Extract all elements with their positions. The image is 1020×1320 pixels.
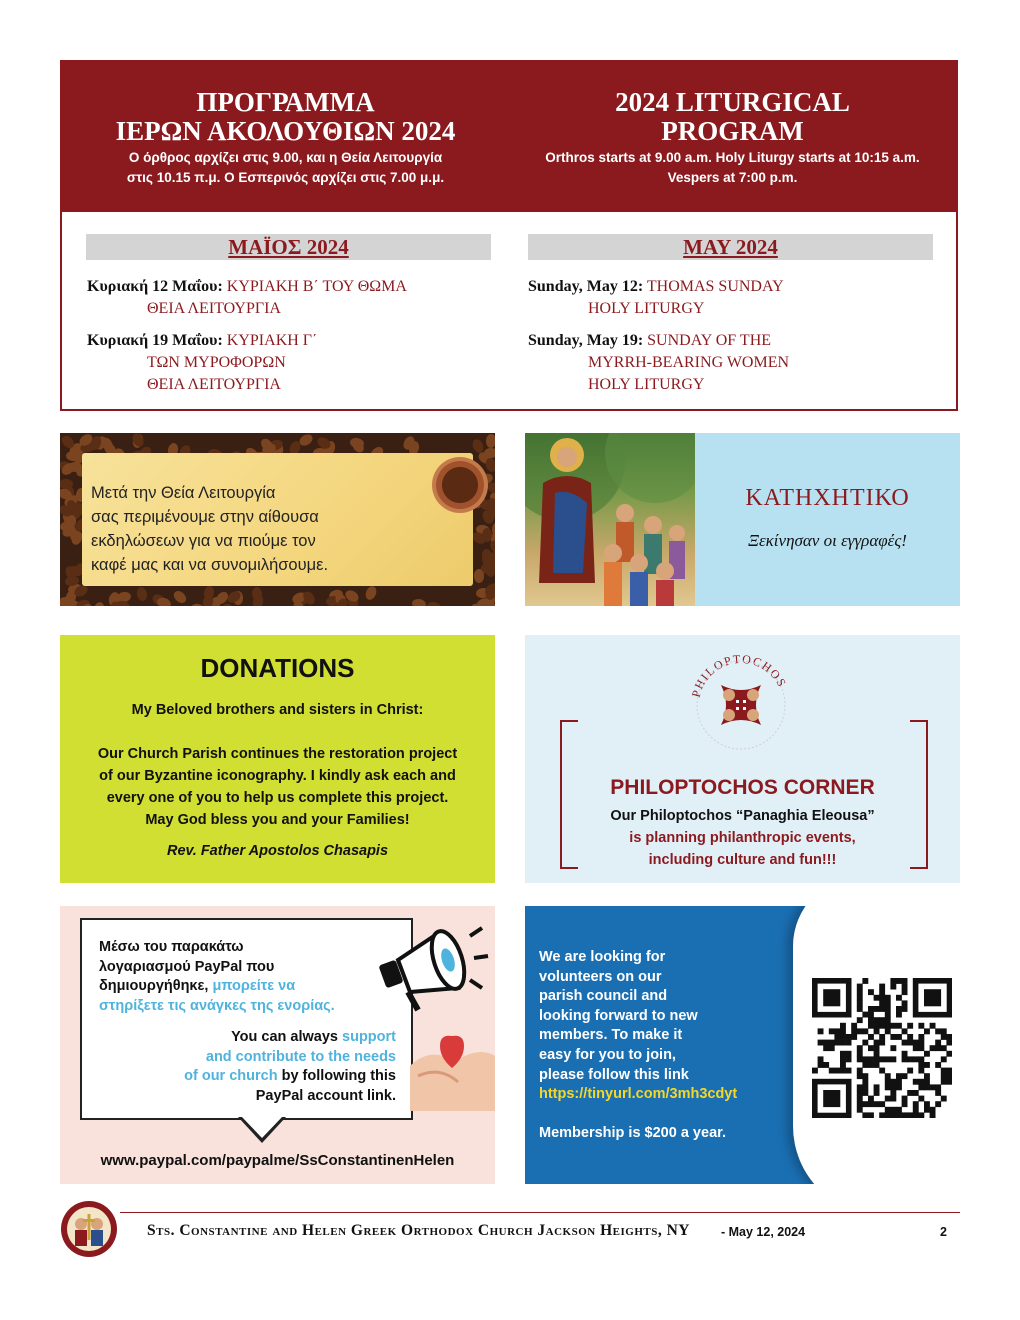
english-program-subtitle-2: Vespers at 7:00 p.m.	[667, 170, 798, 185]
catechism-panel	[525, 433, 960, 606]
paypal-gr-highlight: μπορείτε να	[212, 978, 296, 994]
donations-signature: Rev. Father Apostolos Chasapis	[166, 843, 389, 859]
paypal-en-highlight: support	[342, 1029, 396, 1045]
philoptochos-panel	[525, 635, 960, 883]
coffee-line: Μετά την Θεία Λειτουργία	[91, 484, 276, 502]
greek-service-may19	[87, 330, 317, 396]
coffee-line: εκδηλώσεων για να πιούμε τον	[91, 532, 316, 550]
greek-program-subtitle-2: στις 10.15 π.μ. Ο Εσπερινός αρχίζει στις 7.00 μ.μ.	[126, 170, 445, 185]
coffee-bean	[486, 434, 495, 449]
footer-divider	[120, 1212, 960, 1213]
service-line: ΘΕΙΑ ΛΕΙΤΟΥΡΓΙΑ	[147, 300, 281, 317]
speech-bubble-tail-fill	[241, 1116, 283, 1138]
service-line: MYRRH-BEARING WOMEN	[588, 354, 790, 371]
volunteer-line: please follow this link	[539, 1066, 689, 1083]
service-date: Sunday, May 12:	[528, 278, 644, 295]
liturgical-program-box	[60, 60, 958, 411]
paypal-en-line: You can always	[231, 1029, 338, 1045]
coffee-line: σας περιμένουμε στην αίθουσα	[91, 508, 319, 526]
coffee-line: καφέ μας και να συνομιλήσουμε.	[91, 556, 329, 574]
greek-month-heading: ΜΑΪΟΣ 2024	[86, 234, 491, 260]
service-line: ΘΕΙΑ ΛΕΙΤΟΥΡΓΙΑ	[147, 376, 281, 393]
footer-church-name: Sts. Constantine and Helen Greek Orthodox Church Jackson Heights, NY	[147, 1222, 690, 1239]
speech-bubble	[80, 918, 413, 1120]
service-name: SUNDAY OF THE	[647, 332, 772, 349]
paypal-link[interactable]: www.paypal.com/paypalme/SsConstantinenHelen	[100, 1152, 455, 1169]
coffee-bean	[412, 598, 427, 606]
greek-program-title-1: ΠΡΟΓΡΑΜΜΑ	[196, 87, 375, 117]
coffee-bean	[155, 596, 171, 606]
paypal-panel	[60, 906, 495, 1184]
coffee-bean	[364, 585, 379, 602]
volunteer-line: We are looking for	[539, 949, 666, 965]
church-seal-icon	[60, 1200, 118, 1258]
volunteer-line: parish council and	[539, 988, 668, 1005]
donations-body	[75, 699, 480, 831]
service-name: ΚΥΡΙΑΚΗ Β΄ ΤΟΥ ΘΩΜΑ	[226, 278, 407, 295]
coffee-bean	[92, 601, 105, 606]
paypal-en-line: by following this	[281, 1068, 396, 1084]
paypal-gr-line: λογαριασμού PayPal που	[99, 958, 275, 975]
paypal-en-highlight: of our church	[184, 1068, 278, 1084]
program-header	[62, 62, 956, 212]
coffee-bean	[350, 437, 366, 454]
english-program-subtitle-1: Orthros starts at 9.00 a.m. Holy Liturgy starts at 10:15 a.m.	[545, 150, 920, 165]
heart-in-hands-icon	[410, 1006, 495, 1111]
donations-greeting: My Beloved brothers and sisters in Christ:	[131, 702, 424, 718]
philoptochos-body	[525, 805, 960, 871]
coffee-bean	[135, 586, 147, 602]
greek-service-may12	[87, 276, 407, 320]
philoptochos-logo	[677, 647, 805, 751]
catechism-subtitle: Ξεκίνησαν οι εγγραφές!	[748, 531, 907, 550]
english-service-may19	[528, 330, 789, 396]
coffee-hour-panel	[60, 433, 495, 606]
philoptochos-line: is planning philanthropic events,	[629, 830, 856, 846]
volunteer-link[interactable]: https://tinyurl.com/3mh3cdyt	[539, 1086, 738, 1103]
coffee-bean	[484, 457, 495, 473]
donations-title: DONATIONS	[200, 653, 355, 683]
service-line: HOLY LITURGY	[588, 376, 705, 393]
paypal-english-text	[98, 1028, 396, 1106]
coffee-bean	[426, 600, 442, 606]
paypal-greek-text	[99, 938, 389, 1016]
paypal-gr-line: δημιουργήθηκε,	[99, 978, 209, 994]
english-service-may12	[528, 276, 784, 320]
service-line: HOLY LITURGY	[588, 300, 705, 317]
coffee-bean	[171, 589, 188, 606]
paypal-en-highlight: and contribute to the needs	[205, 1048, 396, 1065]
volunteer-line: members. To make it	[539, 1027, 683, 1044]
volunteer-line: volunteers on our	[539, 968, 662, 985]
christ-with-children-icon	[525, 433, 695, 606]
coffee-hour-text	[91, 481, 421, 577]
philoptochos-logo-text: PHILOPTOCHOS	[688, 651, 790, 699]
megaphone-icon	[378, 922, 490, 1012]
service-name: THOMAS SUNDAY	[646, 278, 784, 295]
paypal-en-line: PayPal account link.	[255, 1087, 396, 1104]
coffee-bean	[474, 569, 484, 583]
coffee-cup-icon	[432, 457, 488, 513]
footer-date: - May 12, 2024	[721, 1225, 806, 1239]
service-date: Κυριακή 12 Μαΐου:	[87, 278, 223, 295]
service-name: ΚΥΡΙΑΚΗ Γ΄	[226, 332, 318, 349]
donations-line: of our Byzantine iconography. I kindly ask each and	[99, 768, 456, 784]
membership-fee: Membership is $200 a year.	[539, 1125, 726, 1142]
donations-line: May God bless you and your Families!	[145, 812, 410, 828]
greek-program-subtitle-1: Ο όρθρος αρχίζει στις 9.00, και η Θεία Λειτουργία	[128, 150, 443, 165]
volunteer-line: easy for you to join,	[539, 1046, 676, 1063]
greek-program-title-2: ΙΕΡΩΝ ΑΚΟΛΟΥΘΙΩΝ 2024	[115, 116, 456, 146]
volunteer-text	[539, 948, 774, 1144]
donations-panel	[60, 635, 495, 883]
donations-line: every one of you to help us complete this project.	[106, 790, 449, 806]
service-date: Sunday, May 19:	[528, 332, 644, 349]
page-number: 2	[940, 1225, 947, 1239]
greek-program-header	[62, 88, 509, 188]
english-program-title-1: 2024 LITURGICAL	[615, 87, 850, 117]
philoptochos-title: PHILOPTOCHOS CORNER	[610, 776, 875, 799]
service-date: Κυριακή 19 Μαΐου:	[87, 332, 223, 349]
english-month-heading: MAY 2024	[528, 234, 933, 260]
qr-code[interactable]	[812, 978, 952, 1118]
philoptochos-line: Our Philoptochos “Panaghia Eleousa”	[610, 808, 875, 824]
catechism-title: ΚΑΤΗΧΗΤΙΚΟ	[745, 485, 910, 511]
philoptochos-line: including culture and fun!!!	[648, 852, 837, 868]
english-program-title-2: PROGRAM	[661, 116, 804, 146]
donations-line: Our Church Parish continues the restoration project	[97, 746, 458, 762]
volunteer-panel	[525, 906, 960, 1184]
english-program-header	[509, 88, 956, 188]
coffee-bean	[483, 562, 495, 578]
service-line: ΤΩΝ ΜΥΡΟΦΟΡΩΝ	[147, 354, 286, 371]
volunteer-line: looking forward to new	[539, 1007, 698, 1024]
paypal-gr-line: Μέσω του παρακάτω	[99, 939, 244, 955]
paypal-gr-highlight: στηρίξετε τις ανάγκες της ενορίας.	[99, 997, 335, 1014]
